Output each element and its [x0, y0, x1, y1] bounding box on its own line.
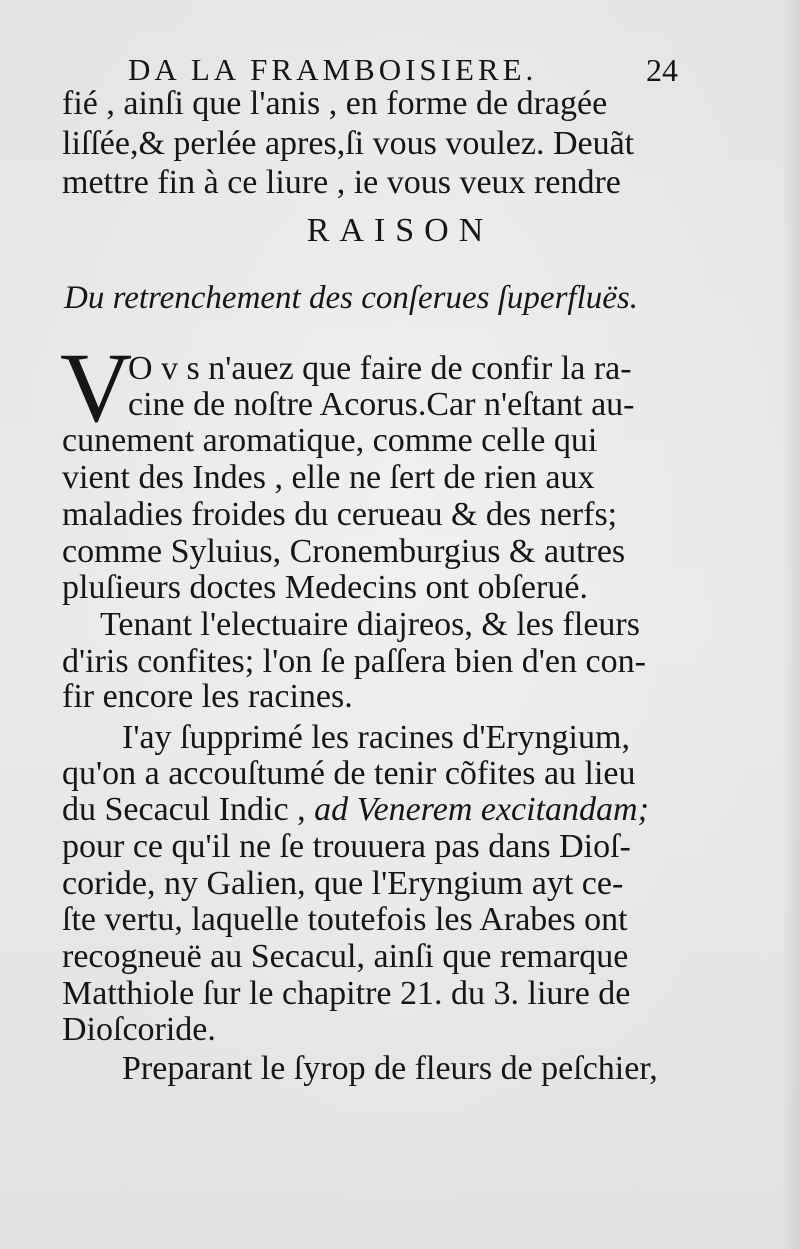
text-line: O v s n'auez que faire de confir la ra-: [128, 350, 632, 387]
text-line: fié , ainſi que l'anis , en forme de dragée: [62, 85, 608, 122]
text-line: Preparant le ſyrop de fleurs de peſchier,: [122, 1050, 658, 1087]
section-subtitle: Du retrenchement des conſerues ſuperfluës.: [64, 280, 638, 316]
text-line: Matthiole ſur le chapitre 21. du 3. liure de: [62, 975, 631, 1012]
text-line: vient des Indes , elle ne ſert de rien aux: [62, 459, 595, 496]
text-span: du Secacul Indic ,: [62, 791, 306, 828]
text-line: coride, ny Galien, que l'Eryngium ayt ce-: [62, 865, 624, 902]
text-line: pour ce qu'il ne ſe trouuera pas dans Dioſ-: [62, 828, 631, 865]
text-line: pluſieurs doctes Medecins ont obſerué.: [62, 569, 588, 606]
text-line: d'iris confites; l'on ſe paſſera bien d'en con-: [62, 643, 646, 680]
latin-phrase: ad Venerem excitandam;: [314, 791, 649, 828]
text-line: liſſée,& perlée apres,ſi vous voulez. Deuãt: [62, 125, 635, 162]
text-line: qu'on a accouſtumé de tenir cõfites au lieu: [62, 755, 636, 792]
text-line: Dioſcoride.: [62, 1011, 216, 1048]
text-line: Tenant l'electuaire diajreos, & les fleurs: [100, 606, 640, 643]
page-number: 24: [646, 52, 678, 88]
text-line: ſte vertu, laquelle toutefois les Arabes ont: [62, 901, 628, 938]
text-line: recogneuë au Secacul, ainſi que remarque: [62, 938, 629, 975]
text-line: I'ay ſupprimé les racines d'Eryngium,: [122, 719, 630, 756]
text-line: cine de noſtre Acorus.Car n'eſtant au-: [128, 386, 635, 423]
text-line: fir encore les racines.: [62, 678, 353, 715]
text-line: mettre fin à ce liure , ie vous veux rendre: [62, 164, 621, 201]
text-line: comme Syluius, Cronemburgius & autres: [62, 533, 626, 570]
text-line: maladies froides du cerueau & des nerfs;: [62, 496, 618, 533]
drop-cap: V: [60, 332, 133, 443]
section-heading: RAISON: [306, 212, 494, 249]
text-line: [62, 790, 649, 830]
text-line: cunement aromatique, comme celle qui: [62, 422, 598, 459]
page-edge-shadow: [782, 0, 800, 1249]
running-head: DA LA FRAMBOISIERE.: [128, 52, 538, 87]
